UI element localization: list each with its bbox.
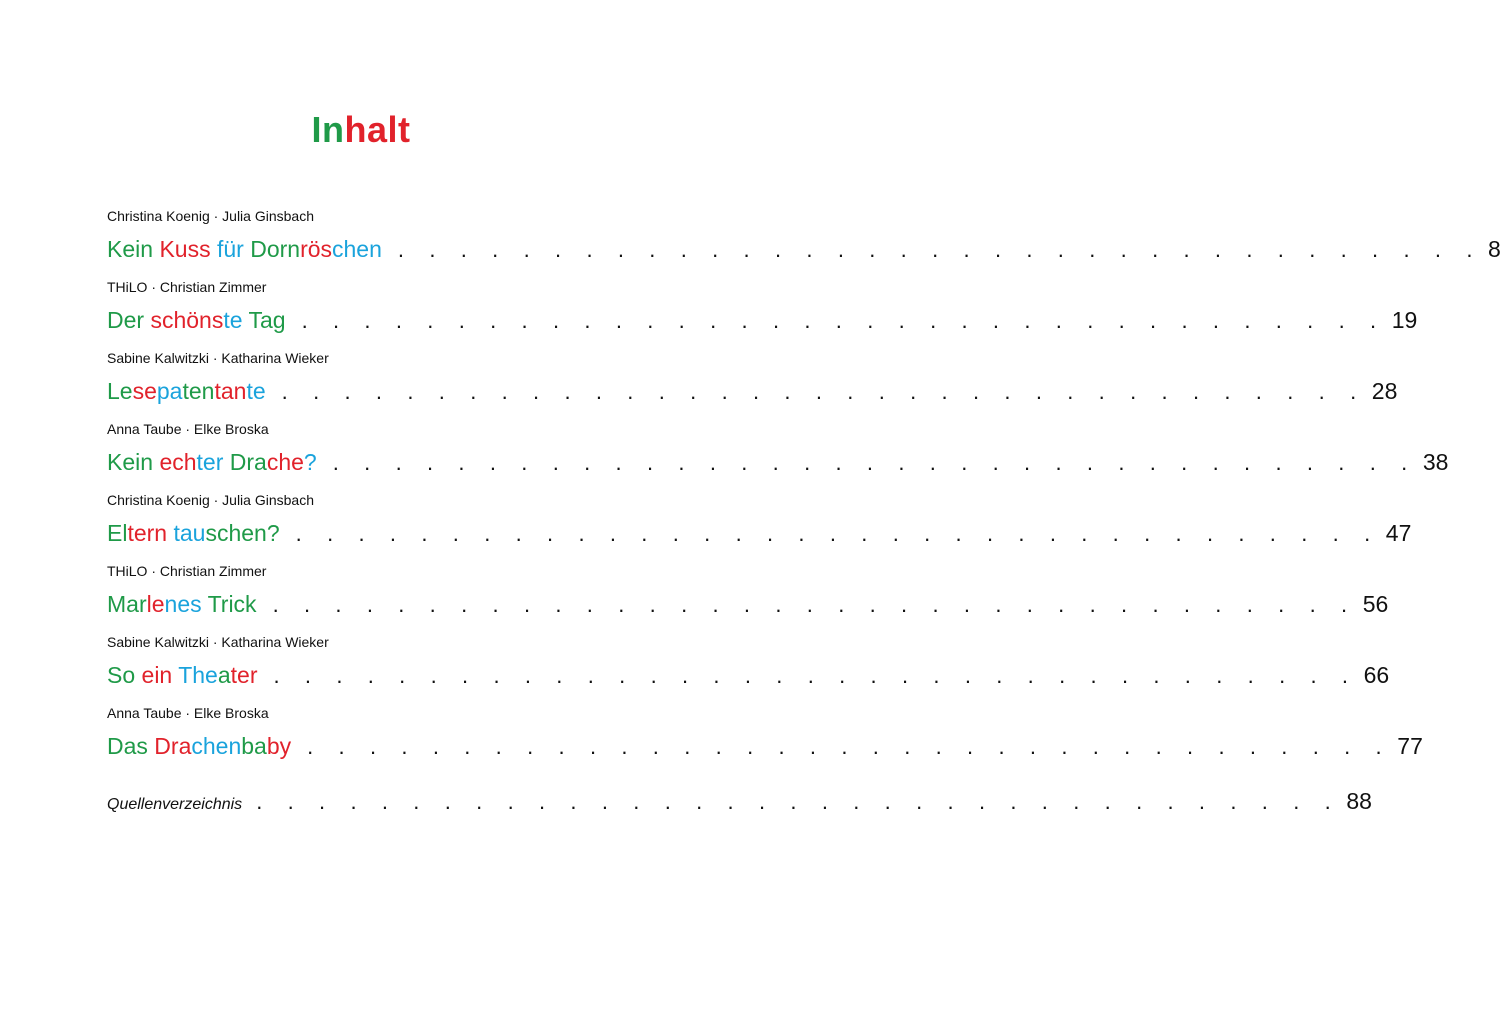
entry-row	[107, 729, 1423, 763]
title-syllable: Kein	[107, 449, 160, 475]
entry-authors: THiLO · Christian Zimmer	[107, 279, 267, 295]
title-syllable: The	[178, 662, 218, 688]
entry-row	[107, 374, 1398, 408]
page-number: 56	[1362, 591, 1389, 617]
toc-entry[interactable]	[107, 206, 1501, 277]
page-number: 77	[1397, 733, 1423, 759]
page-number: 47	[1385, 520, 1412, 546]
title-syllable: So	[107, 662, 142, 688]
title-syllable: tern	[127, 520, 174, 546]
title-syllable: ?	[303, 449, 317, 475]
title-syllable: El	[107, 520, 128, 546]
entry-row	[107, 445, 1449, 479]
toc-entry[interactable]	[107, 277, 1418, 348]
title-syllable: für	[216, 236, 251, 262]
entry-authors: Anna Taube · Elke Broska	[107, 705, 269, 721]
story-title	[107, 303, 286, 337]
title-syllable: Mar	[107, 591, 147, 617]
title-syllable: pa	[156, 378, 183, 404]
title-syllable: schöns	[150, 307, 224, 333]
toc-entry[interactable]	[107, 490, 1412, 561]
story-title	[107, 445, 317, 479]
dot-leader: . . . . . . . . . . . . . . . . . . . . . . . . . . . . . . . . . . .	[332, 450, 1417, 475]
title-syllable: le	[146, 591, 165, 617]
title-syllable: Das	[107, 733, 155, 759]
entry-row	[107, 587, 1389, 621]
dot-leader: . . . . . . . . . . . . . . . . . . . . . . . . . . . . . . . . . . .	[397, 237, 1483, 262]
title-syllable: schen?	[205, 520, 280, 546]
title-syllable: Dra	[229, 449, 267, 475]
title-syllable: che	[266, 449, 304, 475]
entry-authors: Sabine Kalwitzki · Katharina Wieker	[107, 350, 329, 366]
entry-row	[107, 303, 1418, 337]
title-syllable: Dra	[154, 733, 192, 759]
title-syllable: Kein	[107, 236, 160, 262]
title-syllable: ein	[141, 662, 179, 688]
entry-authors: Christina Koenig · Julia Ginsbach	[107, 492, 314, 508]
page-number: 88	[1346, 788, 1372, 814]
story-title	[107, 232, 382, 266]
title-syllable: tan	[214, 378, 247, 404]
story-title	[107, 587, 257, 621]
title-syllable: ter	[196, 449, 230, 475]
title-syllable: chen	[191, 733, 242, 759]
title-syllable: a	[217, 662, 231, 688]
toc-entry[interactable]	[107, 561, 1389, 632]
table-of-contents	[107, 206, 1501, 774]
entry-row	[107, 516, 1412, 550]
page-number: 8	[1488, 236, 1501, 262]
entry-authors: THiLO · Christian Zimmer	[107, 563, 267, 579]
page-number: 28	[1371, 378, 1398, 404]
story-title	[107, 658, 257, 692]
title-syllable: Le	[107, 378, 133, 404]
toc-entry[interactable]	[107, 419, 1449, 490]
page-number: 19	[1391, 307, 1418, 333]
dot-leader: . . . . . . . . . . . . . . . . . . . . . . . . . . . . . . . . . . .	[295, 521, 1380, 546]
dot-leader: . . . . . . . . . . . . . . . . . . . . . . . . . . . . . . . . . . .	[301, 308, 1386, 333]
title-syllable: chen	[332, 236, 382, 262]
entry-authors: Sabine Kalwitzki · Katharina Wieker	[107, 634, 329, 650]
title-syllable: se	[132, 378, 157, 404]
title-segment: In	[311, 109, 345, 151]
title-syllable: Tag	[248, 307, 286, 333]
title-syllable: by	[266, 733, 292, 759]
page-number: 38	[1422, 449, 1449, 475]
dot-leader: . . . . . . . . . . . . . . . . . . . . . . . . . . . . . . . . . . .	[281, 379, 1366, 404]
entry-row	[107, 232, 1501, 266]
title-syllable: nes	[164, 591, 208, 617]
title-syllable: rös	[300, 236, 333, 262]
title-syllable: ter	[230, 662, 258, 688]
toc-entry[interactable]	[107, 632, 1390, 703]
page-number: 66	[1363, 662, 1390, 688]
page-title	[0, 106, 722, 154]
toc-entry[interactable]	[107, 703, 1423, 774]
story-title	[107, 516, 280, 550]
dot-leader: . . . . . . . . . . . . . . . . . . . . . . . . . . . . . . . . . . .	[307, 734, 1392, 759]
entry-authors: Christina Koenig · Julia Ginsbach	[107, 208, 314, 224]
toc-entry-sources[interactable]	[107, 784, 1372, 818]
story-title	[107, 374, 266, 408]
title-syllable: Dorn	[250, 236, 301, 262]
sources-label: Quellenverzeichnis	[107, 796, 243, 813]
title-syllable: tau	[173, 520, 206, 546]
title-syllable: te	[246, 378, 266, 404]
title-syllable: ech	[159, 449, 197, 475]
entry-row	[107, 658, 1390, 692]
title-syllable: Der	[107, 307, 151, 333]
title-syllable: ten	[182, 378, 215, 404]
toc-entry[interactable]	[107, 348, 1398, 419]
title-syllable: Trick	[207, 591, 257, 617]
entry-authors: Anna Taube · Elke Broska	[107, 421, 269, 437]
title-segment: halt	[344, 109, 411, 151]
story-title	[107, 729, 291, 763]
title-syllable: Kuss	[159, 236, 217, 262]
title-syllable: ba	[241, 733, 267, 759]
dot-leader: . . . . . . . . . . . . . . . . . . . . . . . . . . . . . . . . . . .	[256, 789, 1341, 814]
dot-leader: . . . . . . . . . . . . . . . . . . . . . . . . . . . . . . . . . . .	[273, 663, 1358, 688]
title-syllable: te	[223, 307, 249, 333]
dot-leader: . . . . . . . . . . . . . . . . . . . . . . . . . . . . . . . . . . .	[272, 592, 1357, 617]
